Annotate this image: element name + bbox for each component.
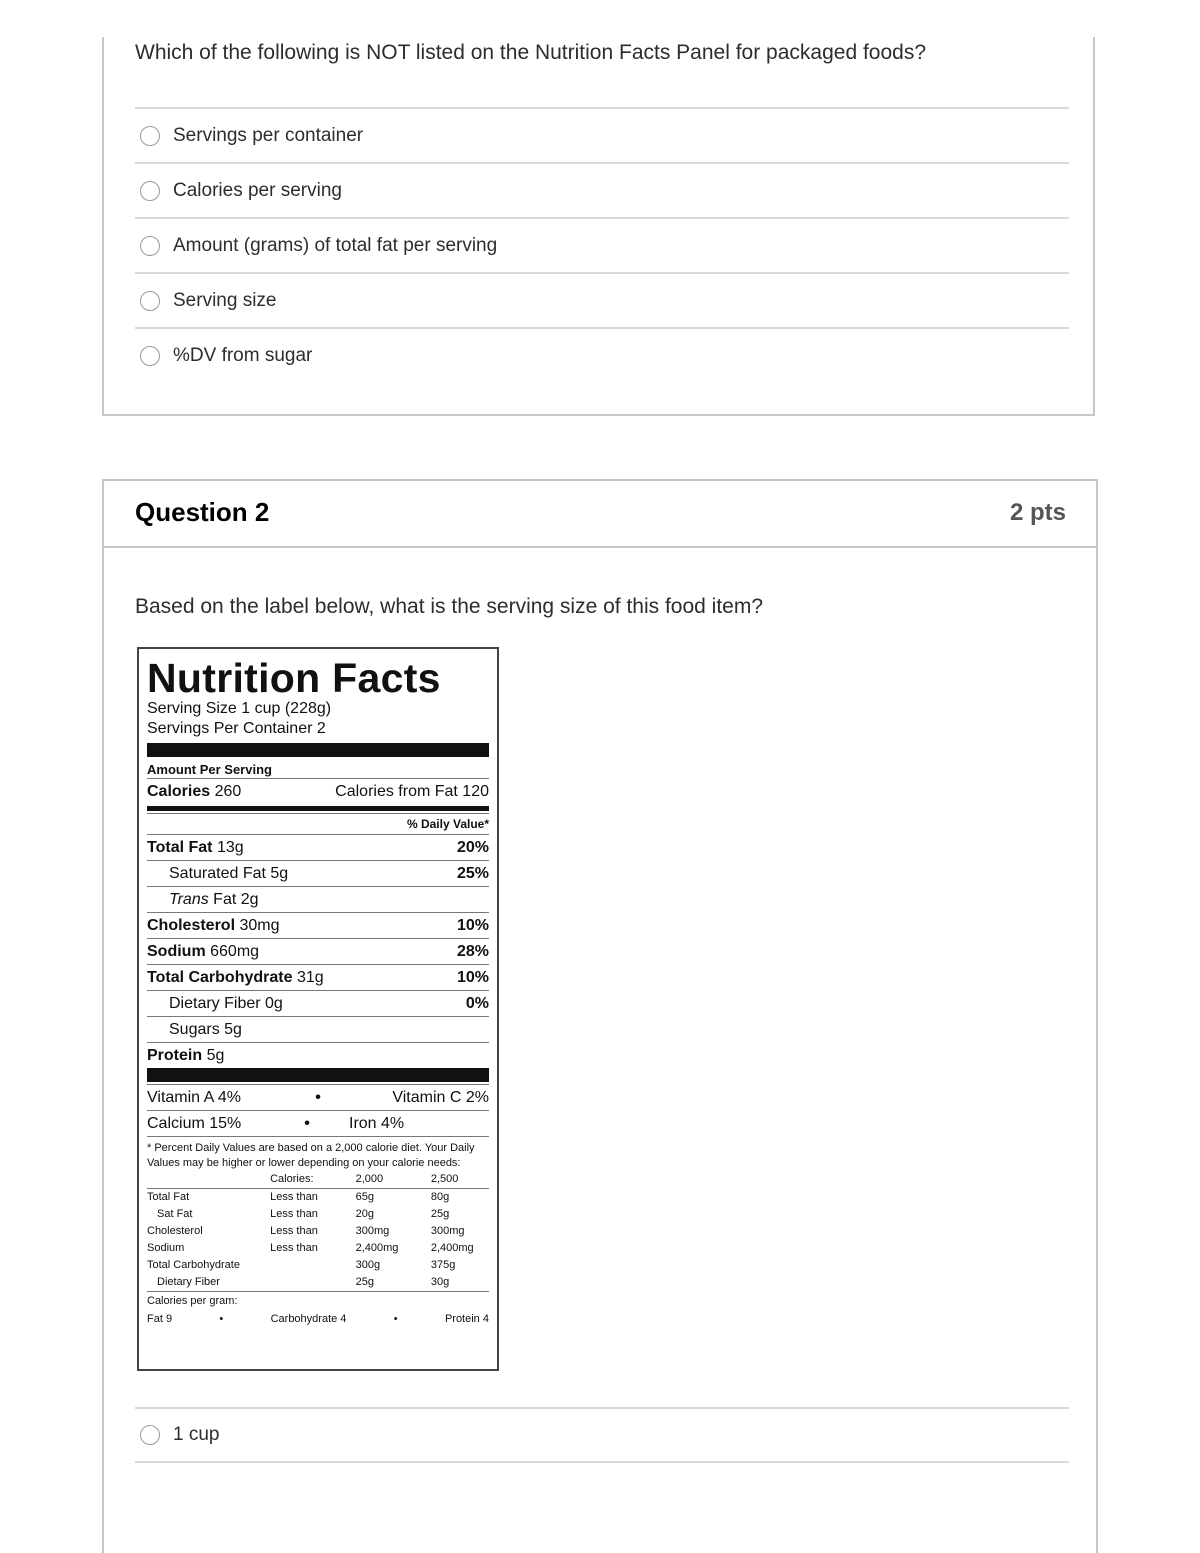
radio-button[interactable] [140, 291, 160, 311]
nf-table-cell: Less than [270, 1191, 318, 1203]
nf-table-cell: 2,000 [356, 1171, 431, 1189]
question-2-text: Based on the label below, what is the serving size of this food item? [135, 595, 764, 618]
nf-nutrient-row [147, 964, 489, 990]
nf-nutrient-row [147, 938, 489, 964]
nf-nutrient-row [147, 886, 489, 912]
nf-mineral-row [147, 1110, 489, 1136]
nf-table-row [147, 1257, 489, 1274]
nf-nutrient-amount: 5g [224, 1021, 242, 1038]
nf-table-cell: Less than [270, 1225, 318, 1237]
nf-nutrient-dv: 10% [456, 917, 489, 934]
nf-table-cell: 80g [430, 1191, 450, 1203]
nf-serving-size: Serving Size 1 cup (228g) [147, 700, 332, 717]
nf-title: Nutrition Facts [147, 655, 441, 701]
nf-nutrient-row [147, 990, 489, 1016]
nf-daily-values-table [147, 1171, 489, 1291]
nf-table-cell [147, 1171, 270, 1189]
answer-option[interactable] [135, 162, 1069, 217]
nf-nutrient-name: Sodium [147, 943, 206, 960]
nf-table-cell: Cholesterol [147, 1225, 203, 1237]
nf-nutrient-dv: 0% [465, 995, 489, 1012]
question-2-answers [135, 1407, 1069, 1463]
question-1-card [102, 37, 1095, 416]
nf-table-row [147, 1206, 489, 1223]
nf-table-cell: Sodium [147, 1242, 185, 1254]
nf-nutrient-row [147, 912, 489, 938]
nf-divider [147, 806, 489, 811]
nf-bullet: • [304, 1115, 310, 1132]
nf-nutrient-amount: 5g [270, 865, 289, 882]
nf-nutrient-amount: 660mg [210, 943, 260, 960]
nutrition-facts-label [137, 647, 499, 1371]
nf-daily-value-header: % Daily Value* [147, 813, 489, 834]
nf-table-cell: Dietary Fiber [157, 1276, 220, 1288]
radio-button[interactable] [140, 236, 160, 256]
answer-option[interactable] [135, 1407, 1069, 1463]
nf-nutrient-row [147, 860, 489, 886]
nf-nutrient-row [147, 834, 489, 860]
nf-table-row [147, 1223, 489, 1240]
nf-calories-label: Calories [147, 783, 211, 800]
nf-bullet: • [393, 1313, 398, 1325]
answer-label: 1 cup [173, 1424, 220, 1445]
nf-nutrient-name: Saturated Fat [169, 865, 266, 882]
nf-nutrient-name: Protein [147, 1047, 203, 1064]
nf-table-cell: Sat Fat [157, 1208, 193, 1220]
answer-label: Serving size [173, 289, 277, 311]
question-1-text: Which of the following is NOT listed on the Nutrition Facts Panel for packaged foods? [135, 41, 927, 64]
answer-label: Calories per serving [173, 179, 342, 201]
radio-button[interactable] [140, 1425, 160, 1445]
nf-protein-per-gram: Protein 4 [444, 1313, 489, 1325]
nf-nutrient-name: Total Carbohydrate [147, 969, 293, 986]
nf-divider [147, 743, 489, 757]
nf-table-cell: Less than [270, 1242, 318, 1254]
nf-nutrient-name: Dietary Fiber [169, 995, 261, 1012]
nf-table-cell: Total Fat [147, 1191, 190, 1203]
nf-vitamin-a: Vitamin A 4% [147, 1089, 241, 1106]
nf-table-cell: Total Carbohydrate [147, 1259, 240, 1271]
question-2-header [104, 481, 1096, 548]
nf-table-cell: 375g [430, 1259, 456, 1271]
answer-label: %DV from sugar [173, 344, 313, 366]
nf-nutrient-amount: 5g [206, 1047, 225, 1064]
nf-bullet: • [219, 1313, 224, 1325]
nf-nutrient-name: Cholesterol [147, 917, 236, 934]
nf-nutrient-name: Sugars [169, 1021, 220, 1038]
nf-nutrient-row [147, 1042, 489, 1068]
nf-nutrient-amount: Fat 2g [213, 891, 259, 908]
nf-table-cell: 2,400mg [430, 1242, 474, 1254]
nf-calories-per-gram: Calories per gram: [147, 1291, 489, 1310]
radio-button[interactable] [140, 126, 160, 146]
nf-table-cell: 25g [355, 1276, 374, 1288]
nf-table-cell: 300mg [430, 1225, 465, 1237]
nf-table-cell: 65g [355, 1191, 374, 1203]
nf-fat-per-gram: Fat 9 [147, 1313, 173, 1325]
nf-table-cell: 20g [355, 1208, 374, 1220]
nf-calories-from-fat: Calories from Fat 120 [335, 783, 489, 800]
nf-calories-per-gram-row [147, 1310, 489, 1328]
question-1-answers [135, 107, 1069, 382]
answer-label: Servings per container [173, 124, 364, 146]
nf-nutrient-dv: 28% [456, 943, 489, 960]
nf-footnote: * Percent Daily Values are based on a 2,000 calorie diet. Your Daily Values may be higher or lower depending on your calorie needs: [147, 1136, 489, 1171]
nf-calories-value: 260 [214, 783, 242, 800]
question-2-card [102, 479, 1098, 1553]
nf-table-cell [270, 1274, 356, 1291]
nf-servings-per-container: Servings Per Container 2 [147, 720, 326, 737]
nf-calories-row [147, 778, 489, 804]
nf-bullet: • [315, 1089, 321, 1106]
radio-button[interactable] [140, 181, 160, 201]
nf-vitamin-row [147, 1084, 489, 1110]
nf-table-cell: 300mg [355, 1225, 390, 1237]
nf-nutrient-amount: 0g [265, 995, 283, 1012]
nf-table-cell [270, 1257, 356, 1274]
answer-option[interactable] [135, 272, 1069, 327]
nf-table-row [147, 1274, 489, 1291]
nf-nutrient-name: Trans [169, 891, 209, 908]
nf-nutrient-dv: 20% [456, 839, 489, 856]
answer-label: Amount (grams) of total fat per serving [173, 234, 498, 256]
nf-iron: Iron 4% [349, 1115, 405, 1132]
nf-table-row [147, 1240, 489, 1257]
nf-nutrient-amount: 30mg [239, 917, 280, 934]
answer-option[interactable] [135, 107, 1069, 162]
nf-calcium: Calcium 15% [147, 1115, 242, 1132]
nf-table-header [147, 1171, 489, 1189]
nf-nutrient-row [147, 1016, 489, 1042]
nf-amount-per-serving: Amount Per Serving [147, 762, 272, 777]
nf-table-cell: Less than [270, 1208, 318, 1220]
nf-table-cell: 300g [355, 1259, 381, 1271]
nf-table-row [147, 1189, 489, 1207]
nf-vitamin-c: Vitamin C 2% [392, 1089, 489, 1106]
question-2-points: 2 pts [1009, 499, 1066, 526]
nf-table-cell: 2,400mg [355, 1242, 399, 1254]
nf-carb-per-gram: Carbohydrate 4 [270, 1313, 347, 1325]
nf-table-cell: 30g [430, 1276, 450, 1288]
nf-divider [147, 1068, 489, 1082]
nf-table-cell: Calories: [270, 1171, 356, 1189]
nf-table-cell: 25g [430, 1208, 450, 1220]
answer-option[interactable] [135, 327, 1069, 382]
answer-option[interactable] [135, 217, 1069, 272]
nf-nutrient-name: Total Fat [147, 839, 213, 856]
question-2-title: Question 2 [135, 497, 270, 527]
nf-table-cell: 2,500 [431, 1171, 489, 1189]
nf-nutrient-amount: 13g [216, 839, 244, 856]
radio-button[interactable] [140, 346, 160, 366]
nf-nutrient-dv: 10% [456, 969, 489, 986]
nf-nutrient-dv: 25% [456, 865, 489, 882]
nf-nutrient-amount: 31g [296, 969, 324, 986]
